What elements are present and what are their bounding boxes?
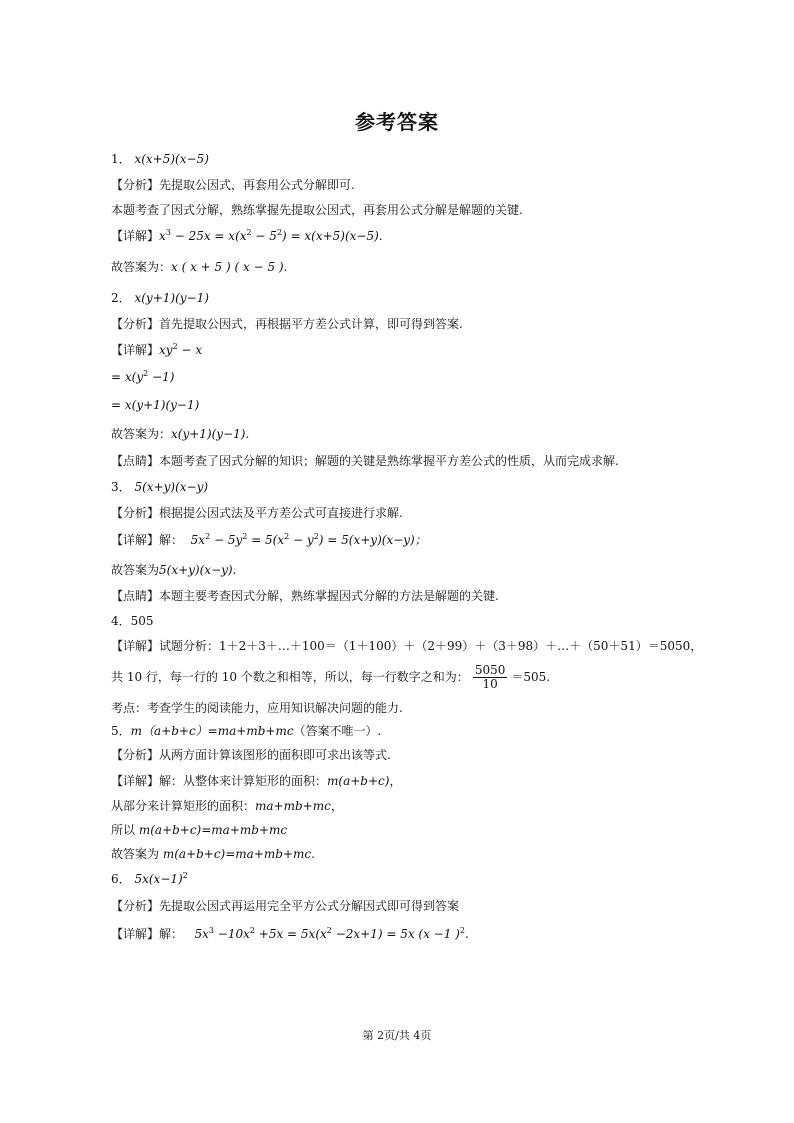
analysis-6: 【分析】先提取公因式再运用完全平方公式分解因式即可得到答案 (111, 899, 460, 913)
knowledge-point-4: 考点：考查学生的阅读能力，应用知识解决问题的能力. (111, 701, 403, 715)
detail-4-cont: 共 10 行，每一行的 10 个数之和相等，所以，每一行数字之和为： $\frac{5050}{10}$ ＝505. (111, 663, 551, 691)
detail-5: 【详解】解：从整体来计算矩形的面积：m(a+b+c)， (111, 774, 402, 788)
final-answer-1: 故答案为：x ( x + 5 ) ( x − 5 ). (111, 260, 288, 274)
detail-5-part: 从部分来计算矩形的面积：ma+mb+mc， (111, 799, 343, 813)
answer-1: 1． x(x+5)(x−5) (111, 152, 209, 166)
final-answer-2: 故答案为：x(y+1)(y−1). (111, 427, 250, 441)
page-title: 参考答案 (355, 110, 439, 134)
detail-5-so: 所以 m(a+b+c)=ma+mb+mc (111, 823, 288, 837)
answer-4: 4．505 (111, 614, 154, 628)
fraction: $\frac{5050}{10}$ (474, 663, 506, 691)
answer-6: 6． $5x(x-1)^2$ (111, 871, 188, 886)
final-answer-5: 故答案为 m(a+b+c)=ma+mb+mc. (111, 847, 315, 861)
detail-2: 【详解】$xy^2 - x$ (111, 342, 203, 357)
detail-6: 【详解】解： $5x^3 -10x^2 +5x = 5x(x^2 -2x+1) = 5x$ (x −1 )$^2$. (111, 926, 469, 941)
analysis-1: 【分析】先提取公因式，再套用公式分解即可. (111, 178, 355, 192)
detail-4: 【详解】试题分析：1＋2＋3＋…＋100＝（1＋100）＋（2＋99）＋（3＋98）＋…＋（50＋51）＝5050， (111, 639, 703, 653)
comment-3: 【点睛】本题主要考查因式分解，熟练掌握因式分解的方法是解题的关键. (111, 589, 499, 603)
analysis-3: 【分析】根据提公因式法及平方差公式可直接进行求解. (111, 506, 403, 520)
analysis-5: 【分析】从两方面计算该图形的面积即可求出该等式. (111, 748, 391, 762)
answer-3: 3． 5(x+y)(x−y) (111, 480, 209, 494)
detail-1: 【详解】$x^3 - 25x = x(x^2 - 5^2) = x(x+5)(x-5)$. (111, 228, 383, 243)
page-footer: 第 2页/共 4页 (362, 1029, 432, 1042)
analysis-1-note: 本题考查了因式分解，熟练掌握先提取公因式，再套用公式分解是解题的关键. (111, 203, 523, 217)
detail-3: 【详解】解： $5x^2 - 5y^2 = 5(x^2 - y^2) = 5(x+y)(x-y)$； (111, 532, 427, 547)
analysis-2: 【分析】首先提取公因式，再根据平方差公式计算，即可得到答案. (111, 317, 463, 331)
final-answer-3: 故答案为5(x+y)(x−y). (111, 563, 237, 577)
detail-2-step2: = x(y+1)(y−1) (111, 398, 200, 412)
answer-2: 2． x(y+1)(y−1) (111, 291, 209, 305)
comment-2: 【点睛】本题考查了因式分解的知识；解题的关键是熟练掌握平方差公式的性质，从而完成求解. (111, 454, 619, 468)
detail-2-step1: = $x(y^2 -1)$ (111, 369, 175, 384)
answer-5: 5．m（a+b+c）=ma+mb+mc（答案不唯一）. (111, 724, 382, 738)
